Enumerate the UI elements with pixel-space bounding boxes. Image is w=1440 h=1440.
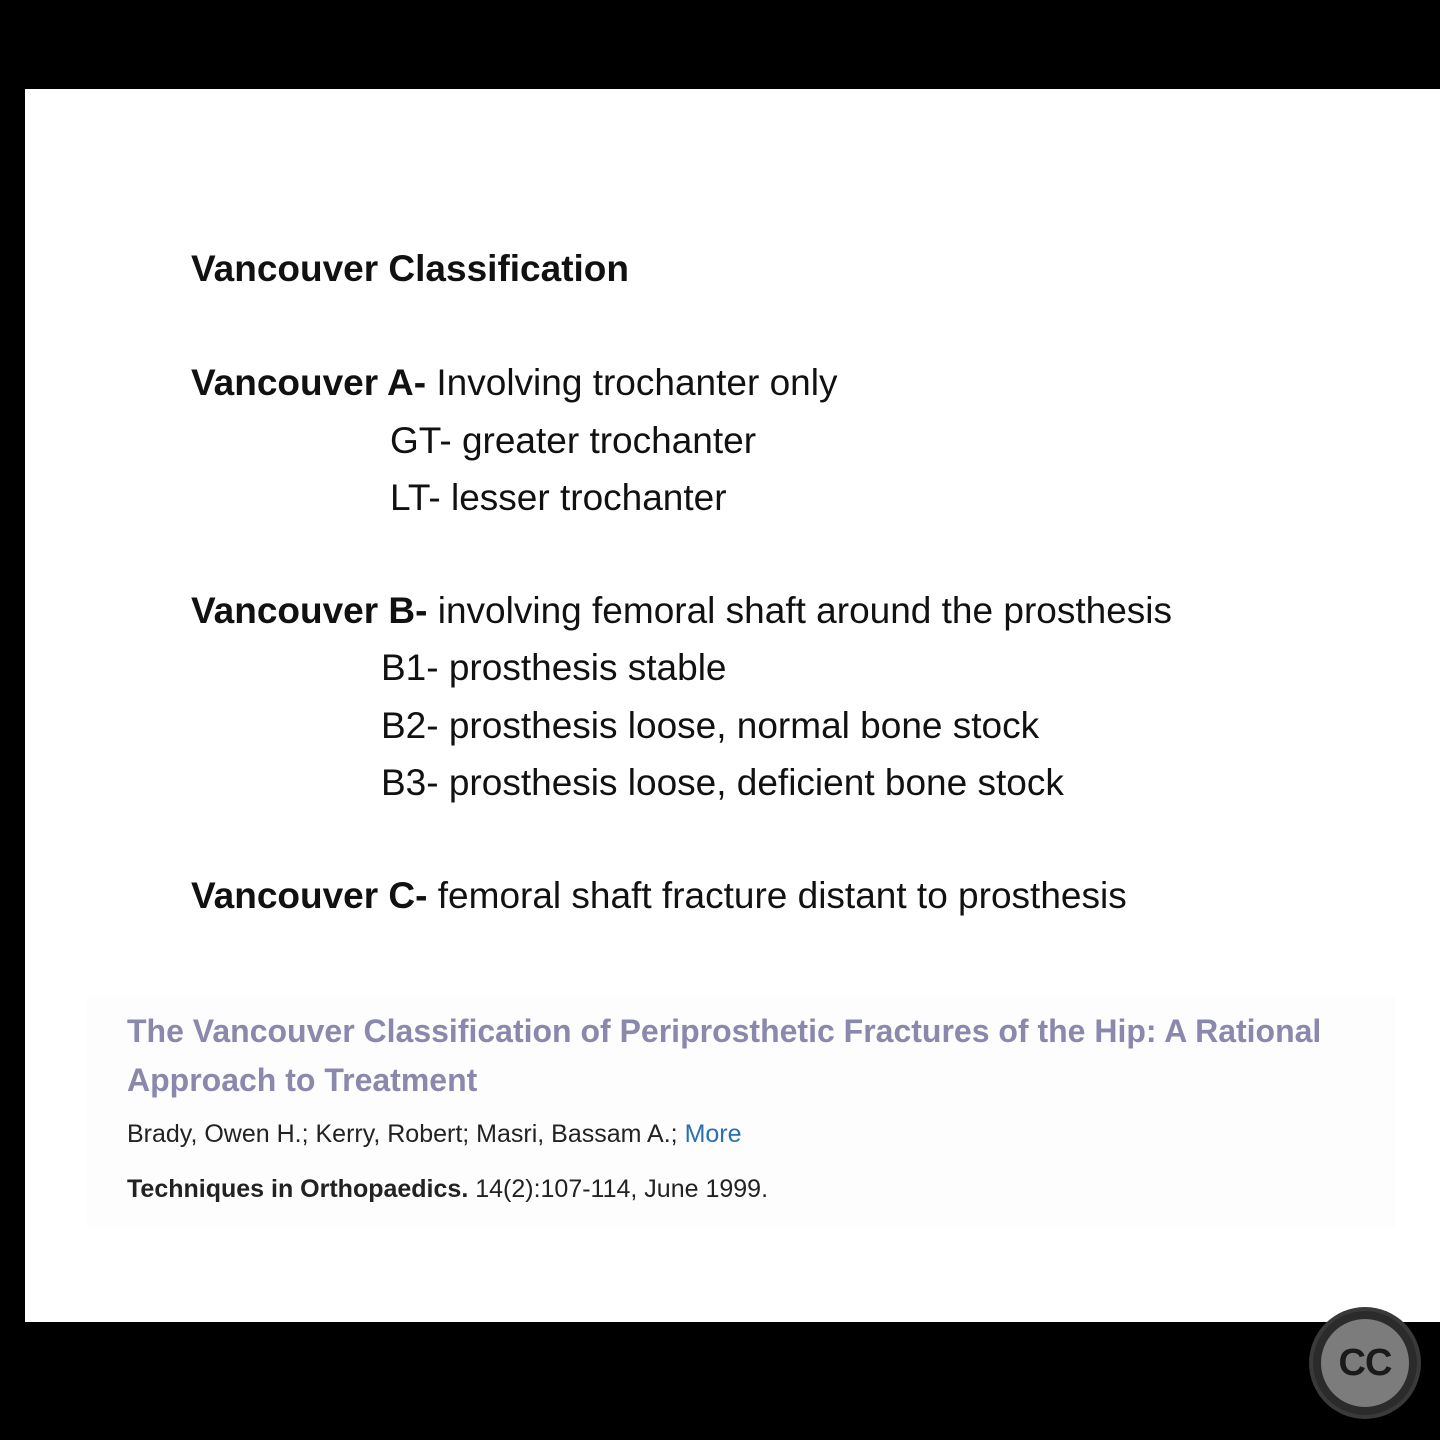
class-b-subtype-b1: B1- prosthesis stable	[381, 647, 727, 688]
reference-title[interactable]: The Vancouver Classification of Periprosthetic Fractures of the Hip: A Rational Approach to Treatment	[127, 1013, 1322, 1098]
class-c-description: femoral shaft fracture distant to prosthesis	[427, 875, 1127, 916]
class-a-subtype-lt: LT- lesser trochanter	[390, 477, 727, 518]
slide	[25, 89, 1440, 1322]
class-c-line	[191, 874, 1127, 918]
class-b-subtype-b3: B3- prosthesis loose, deficient bone stock	[381, 762, 1064, 803]
reference-card	[87, 997, 1395, 1229]
class-c-label: Vancouver C-	[191, 875, 428, 916]
reference-journal-line	[127, 1173, 768, 1205]
reference-citation: 14(2):107-114, June 1999.	[468, 1175, 769, 1203]
closed-captions-button[interactable]	[1313, 1311, 1417, 1415]
reference-authors-line	[127, 1118, 742, 1150]
class-a-line	[191, 361, 837, 405]
class-a-subtype-gt: GT- greater trochanter	[390, 420, 757, 461]
slide-title: Vancouver Classification	[191, 248, 630, 289]
closed-captions-icon: CC	[1321, 1319, 1409, 1407]
class-b-description: involving femoral shaft around the prosthesis	[427, 590, 1173, 631]
class-b-subtype-b2: B2- prosthesis loose, normal bone stock	[381, 705, 1040, 746]
class-a-label: Vancouver A-	[191, 362, 427, 403]
reference-authors: Brady, Owen H.; Kerry, Robert; Masri, Bassam A.;	[127, 1120, 685, 1148]
class-a-description: Involving trochanter only	[426, 362, 838, 403]
class-b-line	[191, 589, 1172, 633]
class-b-label: Vancouver B-	[191, 590, 428, 631]
reference-journal: Techniques in Orthopaedics.	[127, 1175, 469, 1203]
more-authors-link[interactable]: More	[684, 1120, 742, 1148]
